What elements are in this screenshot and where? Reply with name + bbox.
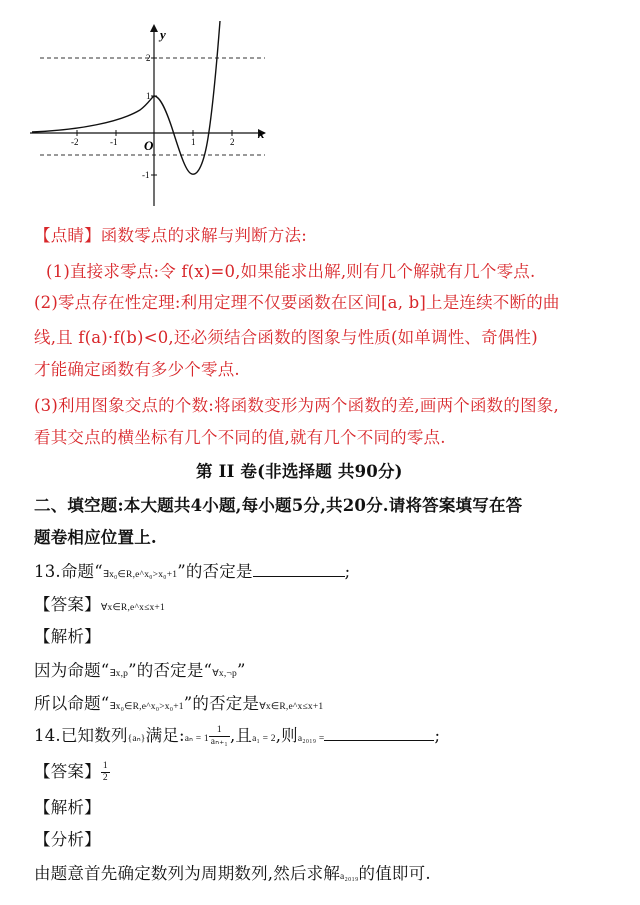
hint-title: 【点睛】函数零点的求解与判断方法: xyxy=(34,226,307,245)
section-title: 第 II 卷(非选择题 共90分) xyxy=(196,462,403,481)
y-tick-label: 1 xyxy=(146,91,151,101)
origin-label: O xyxy=(144,138,154,153)
q13-rule: 因为命题“∃x,p”的否定是“∀x,¬p” xyxy=(34,661,246,680)
q13-conclusion: 所以命题“∃x₀∈R,e^x₀>x₀+1”的否定是∀x∈R,e^x≤x+1 xyxy=(34,694,324,713)
question-13: 13.命题“∃x₀∈R,e^x₀>x₀+1”的否定是 ; xyxy=(34,562,351,581)
y-tick-label: 2 xyxy=(146,53,151,63)
y-tick-label: -1 xyxy=(142,170,150,180)
q14-answer-fraction: $\frac{1}{2}$ xyxy=(102,761,108,783)
x-tick-label: -1 xyxy=(110,137,118,147)
function-curve xyxy=(32,21,220,174)
q13-proposition: ∃x₀∈R,e^x₀>x₀+1 xyxy=(102,570,178,580)
hint-item-3-line-2: 看其交点的横坐标有几个不同的值,就有几个不同的零点. xyxy=(34,428,446,447)
q14-fenxi-label: 【分析】 xyxy=(34,830,101,849)
x-tick-label: 1 xyxy=(191,137,196,147)
x-tick-label: -2 xyxy=(71,137,79,147)
q14-fraction: $\frac{1}{\text{aₙ₊₁}}$ xyxy=(210,725,228,747)
question-14: 14.已知数列{aₙ}满足:aₙ = 1 $\frac{1}{\text{aₙ₊₁}}$ ,且a₁ = 2,则a₂₀₁₉ = ; xyxy=(34,725,441,747)
hint-item-2-line-3: 才能确定函数有多少个零点. xyxy=(34,360,240,379)
x-axis-label: x xyxy=(258,126,265,141)
q13-answer: 【答案】∀x∈R,e^x≤x+1 xyxy=(34,595,165,614)
answer-blank xyxy=(253,576,345,577)
hint-item-1: (1)直接求零点:令 f(x)=0,如果能求出解,则有几个解就有几个零点. xyxy=(46,262,536,281)
hint-item-3-line-1: (3)利用图象交点的个数:将函数变形为两个函数的差,画两个函数的图象, xyxy=(34,396,559,415)
function-graph xyxy=(20,18,280,208)
hint-item-2-line-1: (2)零点存在性定理:利用定理不仅要函数在区间[a, b]上是连续不断的曲 xyxy=(34,293,560,312)
hint-item-2-line-2: 线,且 f(a)·f(b)<0,还必须结合函数的图象与性质(如单调性、奇偶性) xyxy=(34,328,538,347)
q13-answer-formula: ∀x∈R,e^x≤x+1 xyxy=(100,603,165,613)
section-instructions-line-1: 二、填空题:本大题共4小题,每小题5分,共20分.请将答案填写在答 xyxy=(34,496,523,515)
q14-answer: 【答案】 $\frac{1}{2}$ xyxy=(34,761,108,783)
section-instructions-line-2: 题卷相应位置上. xyxy=(34,528,157,547)
y-axis-label: y xyxy=(160,27,166,42)
y-axis-arrow xyxy=(150,24,158,32)
q14-fenxi: 由题意首先确定数列为周期数列,然后求解a₂₀₁₉的值即可. xyxy=(34,864,431,883)
answer-blank xyxy=(324,740,434,741)
x-tick-label: 2 xyxy=(230,137,235,147)
q14-analysis-label: 【解析】 xyxy=(34,798,101,817)
q13-analysis-label: 【解析】 xyxy=(34,627,101,646)
